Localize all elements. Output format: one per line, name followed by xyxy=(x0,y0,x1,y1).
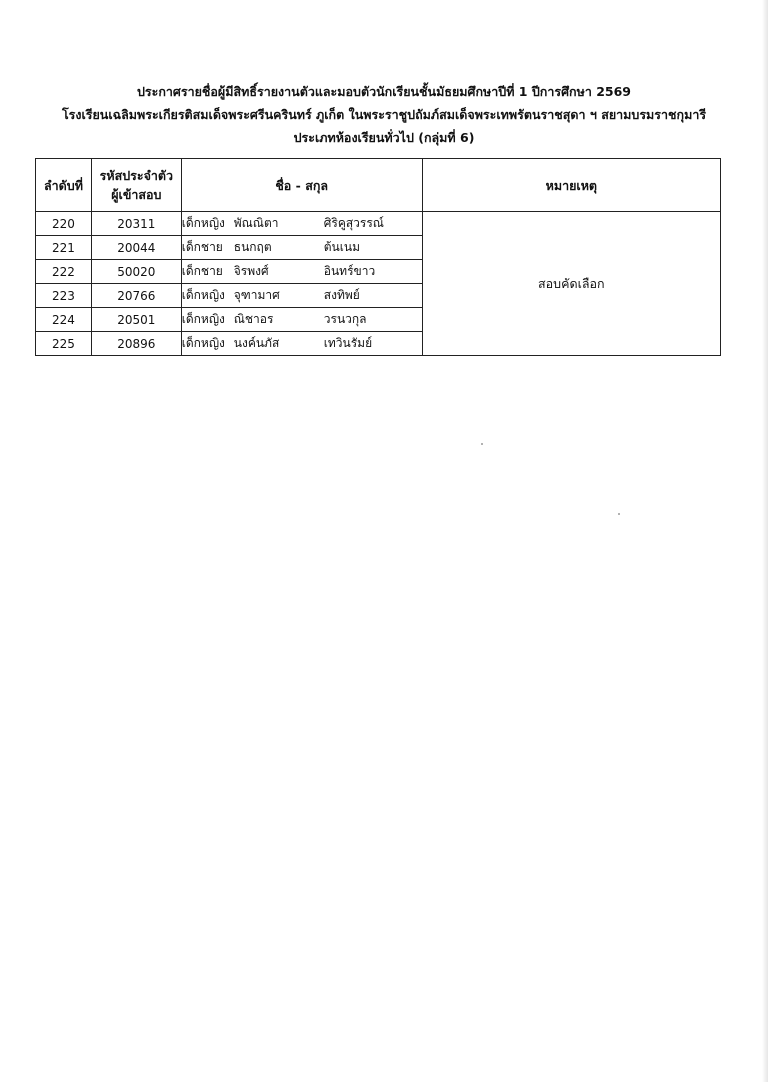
header-name: ชื่อ - สกุล xyxy=(181,159,422,212)
last-name: ต้นเนม xyxy=(323,240,360,254)
table-header-row xyxy=(36,159,721,212)
header-remark: หมายเหตุ xyxy=(422,159,720,212)
student-name xyxy=(181,332,422,356)
scan-speck xyxy=(618,513,620,515)
applicant-code: 20766 xyxy=(91,284,181,308)
name-prefix: เด็กหญิง xyxy=(181,312,225,326)
scan-speck xyxy=(481,443,483,445)
name-prefix: เด็กชาย xyxy=(181,240,223,254)
name-prefix: เด็กหญิง xyxy=(181,288,225,302)
header-code-line2: ผู้เข้าสอบ xyxy=(111,187,162,202)
applicant-code: 20311 xyxy=(91,212,181,236)
applicant-code: 20896 xyxy=(91,332,181,356)
last-name: สงทิพย์ xyxy=(323,288,360,302)
first-name: ธนกฤต xyxy=(233,240,272,254)
table-row xyxy=(36,212,721,236)
student-name xyxy=(181,308,422,332)
applicant-code: 20501 xyxy=(91,308,181,332)
row-number: 225 xyxy=(36,332,92,356)
student-roster-table xyxy=(35,158,721,356)
first-name: จุฑามาศ xyxy=(233,288,280,302)
first-name: นงค์นภัส xyxy=(233,336,280,350)
last-name: อินทร์ขาว xyxy=(323,264,376,278)
announcement-title: ประกาศรายชื่อผู้มีสิทธิ์รายงานตัวและมอบตัวนักเรียนชั้นมัธยมศึกษาปีที่ 1 ปีการศึกษา 2569 xyxy=(136,84,631,99)
name-prefix: เด็กหญิง xyxy=(181,336,225,350)
header-no: ลำดับที่ xyxy=(36,159,92,212)
name-prefix: เด็กหญิง xyxy=(181,216,225,230)
class-type: ประเภทห้องเรียนทั่วไป (กลุ่มที่ 6) xyxy=(293,130,475,145)
last-name: ศิริคูสุวรรณ์ xyxy=(323,216,384,230)
first-name: ณิชาอร xyxy=(233,312,274,326)
row-number: 221 xyxy=(36,236,92,260)
last-name: เทวินรัมย์ xyxy=(323,336,373,350)
page-edge-shadow xyxy=(762,0,768,1082)
name-prefix: เด็กชาย xyxy=(181,264,223,278)
remark-cell: สอบคัดเลือก xyxy=(422,212,720,356)
first-name: จิรพงศ์ xyxy=(233,264,269,278)
row-number: 222 xyxy=(36,260,92,284)
student-name xyxy=(181,260,422,284)
school-name: โรงเรียนเฉลิมพระเกียรติสมเด็จพระศรีนครินทร์ ภูเก็ต ในพระราชูปถัมภ์สมเด็จพระเทพรัตนราชสุดา ฯ สยามบรมราชกุมารี xyxy=(61,107,707,122)
header-code xyxy=(91,159,181,212)
last-name: วรนวกุล xyxy=(323,312,367,326)
student-name xyxy=(181,236,422,260)
student-name xyxy=(181,212,422,236)
header-code-line1: รหัสประจำตัว xyxy=(99,168,174,183)
first-name: พัณณิตา xyxy=(233,216,279,230)
row-number: 223 xyxy=(36,284,92,308)
row-number: 224 xyxy=(36,308,92,332)
applicant-code: 50020 xyxy=(91,260,181,284)
row-number: 220 xyxy=(36,212,92,236)
document-header xyxy=(0,80,768,149)
student-name xyxy=(181,284,422,308)
applicant-code: 20044 xyxy=(91,236,181,260)
